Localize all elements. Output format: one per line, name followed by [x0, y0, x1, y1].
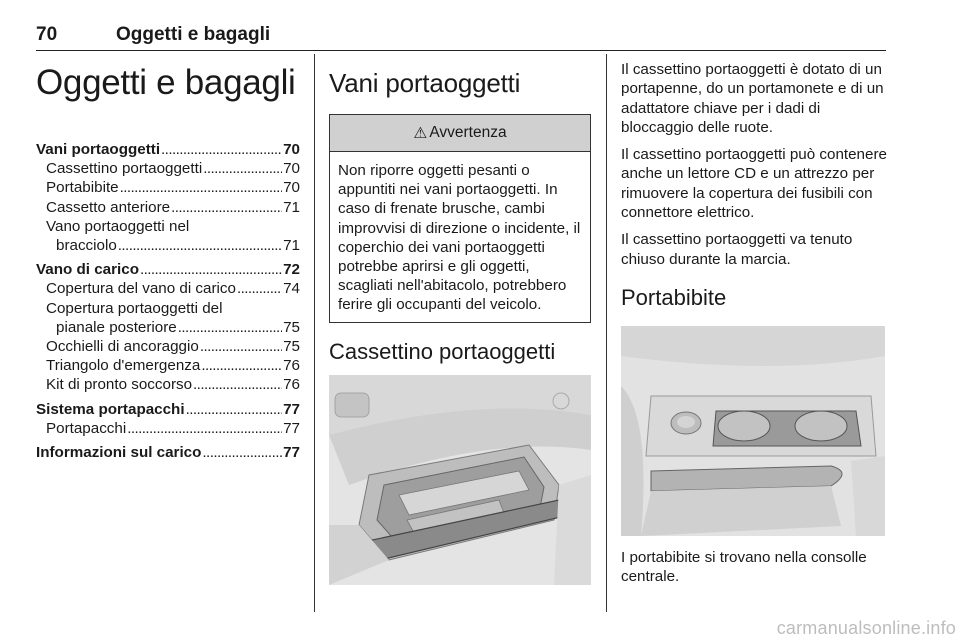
toc-entry-page: 75 — [283, 338, 300, 356]
toc-entry[interactable] — [36, 140, 300, 159]
glovebox-paragraph: Il cassettino portaoggetti è dotato di un portapenne, do un portamonete e di un adattatore chiave per i dadi di bloccaggio delle ruote. — [621, 61, 884, 136]
toc-entry-page: 77 — [283, 400, 300, 418]
toc-leader-dots — [120, 178, 282, 197]
toc-entry-label: Kit di pronto soccorso — [46, 376, 193, 394]
toc-entry-page: 70 — [283, 141, 300, 158]
chapter-title: Oggetti e bagagli — [36, 63, 296, 102]
toc-entry-label: bracciolo — [56, 237, 117, 255]
glovebox-title: Cassettino portaoggetti — [329, 338, 556, 364]
watermark: carmanualsonline.info — [776, 618, 956, 638]
toc-entry-label: Informazioni sul carico — [36, 444, 202, 462]
toc-entry[interactable] — [36, 198, 300, 217]
toc-leader-dots — [202, 443, 282, 462]
page-number: 70 — [36, 24, 58, 45]
toc-entry-label: Portapacchi — [46, 419, 127, 437]
toc-entry-page: 75 — [283, 318, 300, 336]
toc-entry-label: Triangolo d'emergenza — [46, 357, 201, 375]
toc-entry[interactable] — [36, 260, 300, 279]
toc-entry-page: 76 — [283, 357, 300, 375]
right-column — [621, 60, 887, 595]
toc-entry[interactable] — [36, 159, 300, 178]
toc-entry-label: Vano di carico — [36, 261, 139, 279]
toc-entry-page: 71 — [283, 198, 300, 216]
toc-entry-label: pianale posteriore — [56, 318, 177, 336]
page-header — [36, 0, 886, 51]
toc-entry-label: Copertura portaoggetti del — [46, 299, 223, 317]
glovebox-paragraph: Il cassettino portaoggetti può contenere anche un lettore CD e un attrezzo per rimuovere la copertura dei fusibili con connettore elettrico. — [621, 146, 887, 222]
toc-entry[interactable] — [36, 299, 300, 318]
toc-entry[interactable] — [36, 236, 300, 255]
toc-entry-page: 72 — [283, 261, 300, 279]
warning-triangle-icon: ⚠ — [413, 124, 428, 142]
toc-leader-dots — [118, 236, 282, 255]
toc-entry-page: 77 — [283, 419, 300, 437]
toc-leader-dots — [171, 198, 282, 217]
column-divider — [314, 54, 315, 612]
toc-entry-label: Vano portaoggetti nel — [46, 217, 190, 235]
warning-text: Non riporre oggetti pesanti o appuntiti nei vani portaoggetti. In caso di frenate brusche, cambi improvvisi di direzione o incidente, il coperchio dei vani portaoggetti potrebbe aprirsi e gli oggetti, scagliati nell'abitacolo, potrebbero ferire gli occupanti del veicolo. — [338, 162, 581, 314]
toc-leader-dots — [200, 337, 282, 356]
toc-entry-page: 71 — [283, 237, 300, 255]
toc-entry-page: 70 — [283, 160, 300, 178]
toc-entry-label: Cassettino portaoggetti — [46, 160, 203, 178]
glovebox-illustration — [329, 375, 591, 585]
warning-heading: Avvertenza — [429, 124, 507, 141]
toc-column — [36, 60, 300, 462]
column-divider — [606, 54, 607, 612]
toc-entry[interactable] — [36, 217, 300, 236]
toc-entry-page: 70 — [283, 179, 300, 197]
toc-entry[interactable] — [36, 419, 300, 438]
toc-entry-page: 74 — [283, 280, 300, 298]
toc-entry-page: 76 — [283, 376, 300, 394]
toc-entry-page: 77 — [283, 444, 300, 462]
toc-leader-dots — [140, 260, 282, 279]
toc-entry[interactable] — [36, 443, 300, 462]
cupholders-illustration — [621, 326, 885, 536]
toc-leader-dots — [203, 159, 282, 178]
toc-entry[interactable] — [36, 375, 300, 394]
toc-leader-dots — [178, 318, 282, 337]
toc-leader-dots — [127, 419, 282, 438]
toc-entry-label: Cassetto anteriore — [46, 198, 171, 216]
toc-entry[interactable] — [36, 279, 300, 298]
warning-box — [329, 114, 591, 323]
toc-leader-dots — [161, 140, 282, 159]
toc-entry-label: Occhielli di ancoraggio — [46, 338, 199, 356]
table-of-contents — [36, 140, 300, 462]
toc-entry[interactable] — [36, 178, 300, 197]
cupholders-paragraph: I portabibite si trovano nella consolle centrale. — [621, 548, 867, 586]
toc-leader-dots — [193, 375, 282, 394]
toc-leader-dots — [237, 279, 282, 298]
toc-entry-label: Vani portaoggetti — [36, 141, 161, 158]
running-title: Oggetti e bagagli — [116, 24, 271, 45]
toc-leader-dots — [201, 356, 282, 375]
toc-entry[interactable] — [36, 318, 300, 337]
toc-entry[interactable] — [36, 400, 300, 419]
toc-entry-label: Sistema portapacchi — [36, 400, 185, 418]
toc-entry-label: Copertura del vano di carico — [46, 280, 236, 298]
toc-entry[interactable] — [36, 356, 300, 375]
toc-entry-label: Portabibite — [46, 179, 119, 197]
middle-column — [329, 60, 591, 585]
glovebox-paragraph: Il cassettino portaoggetti va tenuto chiuso durante la marcia. — [621, 231, 853, 268]
cupholders-title: Portabibite — [621, 284, 727, 310]
section-title: Vani portaoggetti — [329, 68, 521, 98]
toc-leader-dots — [186, 400, 283, 419]
warning-header — [330, 115, 590, 152]
toc-entry[interactable] — [36, 337, 300, 356]
